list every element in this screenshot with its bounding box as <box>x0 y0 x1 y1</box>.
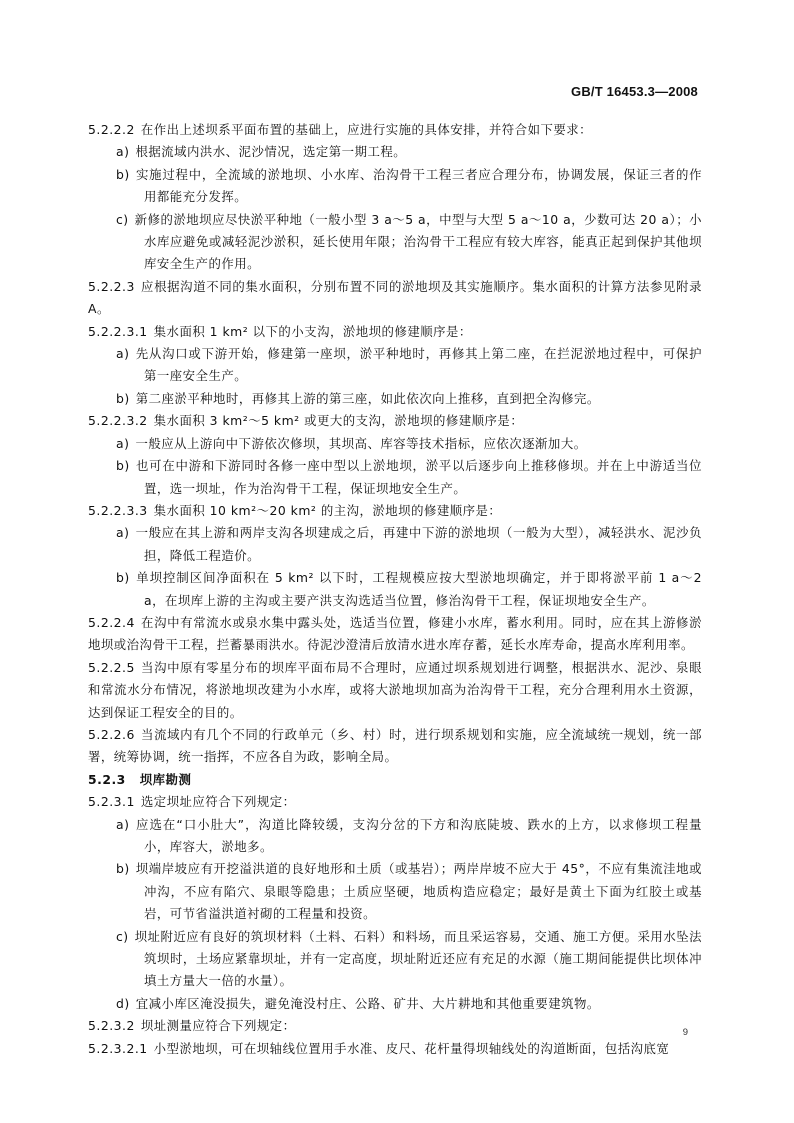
clause-text: 一般应从上游向中下游依次修坝，其坝高、库容等技术指标，应依次逐渐加大。 <box>135 435 587 451</box>
list-item <box>88 926 702 993</box>
clause-paragraph <box>88 119 702 141</box>
clause-number: a) <box>116 816 130 832</box>
page-number: 9 <box>682 1027 688 1038</box>
clause-text: 在沟中有常流水或泉水集中露头处，选适当位置，修建小水库，蓄水利用。同时，应在其上游修淤地坝或治沟骨干工程，拦蓄暴雨洪水。待泥沙澄清后放清水进水库存蓄，延长水库寿命，提高水库利用率。 <box>88 614 702 653</box>
clause-number: a) <box>116 435 130 451</box>
clause-text: 应根据沟道不同的集水面积，分别布置不同的淤地坝及其实施顺序。集水面积的计算方法参见附录 A。 <box>88 278 702 317</box>
list-item <box>88 388 702 410</box>
clause-number: a) <box>116 144 130 160</box>
clause-text: 坝库勘测 <box>139 771 192 787</box>
document-body <box>88 119 702 1060</box>
clause-number: c) <box>116 928 129 944</box>
clause-paragraph <box>88 612 702 657</box>
clause-number: d) <box>116 995 130 1011</box>
clause-number: a) <box>116 525 130 541</box>
list-item <box>88 164 702 209</box>
clause-text: 新修的淤地坝应尽快淤平种地（一般小型 3 a～5 a，中型与大型 5 a～10 a，少数可达 20 a）；小水库应避免或减轻泥沙淤积，延长使用年限；治沟骨干工程应有较大库容，能真正起到保护其他坝库安全生产的作用。 <box>134 211 702 272</box>
clause-text: 选定坝址应符合下列规定： <box>140 794 296 810</box>
list-item <box>88 814 702 859</box>
clause-number: 5.2.2.2 <box>88 122 135 137</box>
clause-number: 5.2.2.6 <box>88 726 135 742</box>
clause-number: b) <box>116 390 130 406</box>
clause-number: b) <box>116 458 130 474</box>
clause-number: 5.2.2.3.3 <box>88 502 148 518</box>
list-item <box>88 567 702 612</box>
clause-text: 当沟中原有零星分布的坝库平面布局不合理时，应通过坝系规划进行调整，根据洪水、泥沙、泉眼和常流水分布情况，将淤地坝改建为小水库，或将大淤地坝加高为治沟骨干工程，充分合理利用水土资源，达到保证工程安全的目的。 <box>88 659 702 720</box>
clause-number: b) <box>116 570 130 586</box>
clause-paragraph <box>88 724 702 769</box>
clause-number: 5.2.3.1 <box>88 794 135 810</box>
standard-code: GB/T 16453.3—2008 <box>571 84 698 99</box>
clause-paragraph <box>88 1015 702 1037</box>
clause-number: 5.2.2.3.2 <box>88 413 148 429</box>
section-heading <box>88 769 702 791</box>
clause-text: 集水面积 3 km²～5 km² 或更大的支沟，淤地坝的修建顺序是： <box>153 413 524 429</box>
list-item <box>88 343 702 388</box>
list-item <box>88 858 702 925</box>
list-item <box>88 141 702 163</box>
clause-paragraph <box>88 321 702 343</box>
clause-text: 单坝控制区间净面积在 5 km² 以下时，工程规模应按大型淤地坝确定，并于即将淤平前 1 a～2 a，在坝库上游的主沟或主要产洪支沟选适当位置，修治沟骨干工程，保证坝地安全生产。 <box>135 570 702 608</box>
clause-text: 集水面积 1 km² 以下的小支沟，淤地坝的修建顺序是： <box>153 323 472 339</box>
list-item <box>88 993 702 1015</box>
clause-text: 应选在“口小肚大”，沟道比降较缓，支沟分岔的下方和沟底陡坡、跌水的上方，以求修坝工程量小，库容大，淤地多。 <box>135 816 702 854</box>
clause-text: 第二座淤平种地时，再修其上游的第三座，如此依次向上推移，直到把全沟修完。 <box>135 390 600 406</box>
clause-number: 5.2.2.4 <box>88 614 135 630</box>
clause-paragraph <box>88 500 702 522</box>
clause-text: 集水面积 10 km²～20 km² 的主沟，淤地坝的修建顺序是： <box>153 502 502 518</box>
list-item <box>88 209 702 276</box>
list-item <box>88 522 702 567</box>
clause-paragraph <box>88 410 702 432</box>
clause-text: 一般应在其上游和两岸支沟各坝建成之后，再建中下游的淤地坝（一般为大型），减轻洪水、泥沙负担，降低工程造价。 <box>135 525 702 563</box>
list-item <box>88 433 702 455</box>
clause-number: b) <box>116 861 130 877</box>
clause-text: 根据流域内洪水、泥沙情况，选定第一期工程。 <box>135 144 407 160</box>
clause-number: 5.2.3 <box>88 771 126 787</box>
clause-text: 实施过程中，全流域的淤地坝、小水库、治沟骨干工程三者应合理分布，协调发展，保证三者的作用都能充分发挥。 <box>135 166 702 205</box>
clause-number: 5.2.3.2 <box>88 1018 135 1034</box>
clause-text: 当流域内有几个不同的行政单元（乡、村）时，进行坝系规划和实施，应全流域统一规划，统一部署，统筹协调，统一指挥，不应各自为政，影响全局。 <box>88 726 702 765</box>
clause-text: 坝址附近应有良好的筑坝材料（土料、石料）和料场，而且采运容易，交通、施工方便。采用水坠法筑坝时，土场应紧靠坝址，并有一定高度，坝址附近还应有充足的水源（施工期间能提供比坝体冲填土方量大一倍的水量）。 <box>134 928 702 989</box>
list-item <box>88 455 702 500</box>
clause-number: 5.2.3.2.1 <box>88 1040 148 1056</box>
clause-text: 小型淤地坝，可在坝轴线位置用手水准、皮尺、花杆量得坝轴线处的沟道断面，包括沟底宽 <box>153 1040 670 1056</box>
clause-paragraph <box>88 276 702 321</box>
clause-text: 先从沟口或下游开始，修建第一座坝，淤平种地时，再修其上第二座，在拦泥淤地过程中，可保护第一座安全生产。 <box>135 346 702 384</box>
clause-number: a) <box>116 346 130 362</box>
clause-paragraph <box>88 1038 702 1060</box>
clause-number: 5.2.2.5 <box>88 659 135 675</box>
clause-text: 坝址测量应符合下列规定： <box>140 1018 296 1034</box>
clause-text: 坝端岸坡应有开挖溢洪道的良好地形和土质（或基岩）；两岸岸坡不应大于 45°，不应有集流洼地或冲沟，不应有陷穴、泉眼等隐患；土质应坚硬，地质构造应稳定；最好是黄土下面为红胶土或基岩，可节省溢洪道衬砌的工程量和投资。 <box>135 861 702 922</box>
clause-paragraph <box>88 791 702 813</box>
clause-number: b) <box>116 166 130 182</box>
clause-number: c) <box>116 211 129 227</box>
clause-number: 5.2.2.3.1 <box>88 323 148 339</box>
clause-text: 宜减小库区淹没损失，避免淹没村庄、公路、矿井、大片耕地和其他重要建筑物。 <box>135 995 600 1011</box>
clause-text: 在作出上述坝系平面布置的基础上，应进行实施的具体安排，并符合如下要求： <box>140 122 593 137</box>
clause-paragraph <box>88 657 702 724</box>
clause-text: 也可在中游和下游同时各修一座中型以上淤地坝，淤平以后逐步向上推移修坝。并在上中游适当位置，选一坝址，作为治沟骨干工程，保证坝地安全生产。 <box>135 458 702 496</box>
clause-number: 5.2.2.3 <box>88 278 135 294</box>
